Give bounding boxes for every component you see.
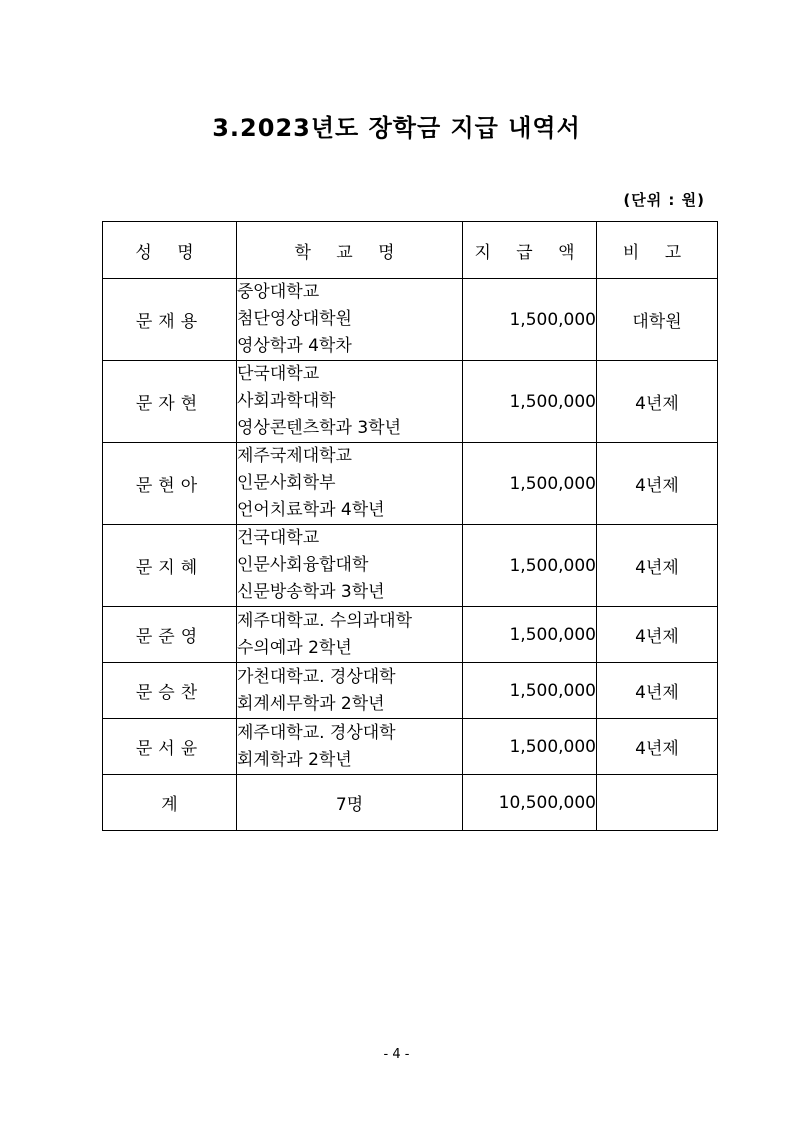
table-row [103, 663, 718, 719]
school-line: 인문사회융합대학 [237, 555, 369, 575]
document-title: 3.2023년도 장학금 지급 내역서 [212, 114, 581, 142]
school-line: 단국대학교 [237, 364, 320, 384]
table-row [103, 607, 718, 663]
school-line: 제주국제대학교 [237, 446, 352, 466]
school-info [237, 443, 463, 525]
school-line: 언어치료학과 4학년 [237, 500, 385, 520]
recipient-name: 문서윤 [103, 719, 237, 775]
total-remark [597, 775, 718, 831]
remark: 4년제 [597, 443, 718, 525]
unit-label: (단위 : 원) [623, 191, 705, 209]
payment-amount: 1,500,000 [463, 279, 597, 361]
table-row [103, 279, 718, 361]
scholarship-table [102, 221, 718, 831]
remark: 4년제 [597, 361, 718, 443]
table-row [103, 443, 718, 525]
school-line: 제주대학교. 경상대학 [237, 722, 396, 743]
total-row [103, 775, 718, 831]
school-info [237, 663, 463, 719]
header-note: 비 고 [597, 222, 718, 279]
school-info [237, 525, 463, 607]
payment-amount: 1,500,000 [463, 443, 597, 525]
school-line: 수의예과 2학년 [237, 637, 352, 658]
school-line: 중앙대학교 [237, 282, 320, 302]
school-line: 제주대학교. 수의과대학 [237, 610, 413, 631]
page-number: - 4 - [383, 1047, 410, 1062]
header-school: 학 교 명 [237, 222, 463, 279]
payment-amount: 1,500,000 [463, 361, 597, 443]
remark: 4년제 [597, 663, 718, 719]
total-label: 계 [103, 775, 237, 831]
header-name: 성 명 [103, 222, 237, 279]
school-line: 첨단영상대학원 [237, 309, 352, 329]
school-info [237, 361, 463, 443]
school-line: 회계학과 2학년 [237, 749, 352, 770]
recipient-name: 문지혜 [103, 525, 237, 607]
table-row [103, 361, 718, 443]
payment-amount: 1,500,000 [463, 607, 597, 663]
school-line: 신문방송학과 3학년 [237, 582, 385, 602]
remark: 4년제 [597, 719, 718, 775]
school-line: 건국대학교 [237, 528, 320, 548]
remark: 4년제 [597, 607, 718, 663]
recipient-name: 문준영 [103, 607, 237, 663]
recipient-name: 문승찬 [103, 663, 237, 719]
recipient-name: 문자현 [103, 361, 237, 443]
table-row [103, 525, 718, 607]
recipient-name: 문재용 [103, 279, 237, 361]
header-amount: 지 급 액 [463, 222, 597, 279]
school-info [237, 279, 463, 361]
school-line: 사회과학대학 [237, 391, 336, 411]
school-line: 회계세무학과 2학년 [237, 693, 385, 714]
school-info [237, 607, 463, 663]
school-line: 영상학과 4학차 [237, 336, 352, 356]
school-info [237, 719, 463, 775]
school-line: 영상콘텐츠학과 3학년 [237, 418, 402, 438]
header-row [103, 222, 718, 279]
total-amount: 10,500,000 [463, 775, 597, 831]
school-line: 인문사회학부 [237, 473, 336, 493]
payment-amount: 1,500,000 [463, 525, 597, 607]
recipient-name: 문현아 [103, 443, 237, 525]
payment-amount: 1,500,000 [463, 663, 597, 719]
school-line: 가천대학교. 경상대학 [237, 666, 396, 687]
payment-amount: 1,500,000 [463, 719, 597, 775]
remark: 대학원 [597, 279, 718, 361]
total-count: 7명 [237, 775, 463, 831]
remark: 4년제 [597, 525, 718, 607]
table-row [103, 719, 718, 775]
